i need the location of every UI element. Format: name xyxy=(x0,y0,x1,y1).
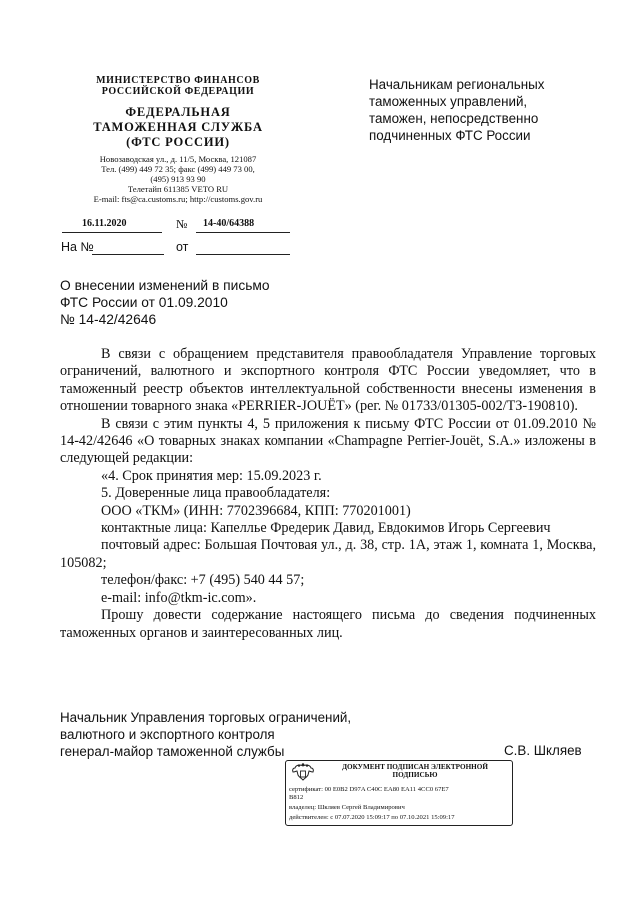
electronic-signature-stamp xyxy=(285,760,513,826)
contact-teletype: Телетайп 611385 VETO RU xyxy=(127,184,229,194)
service-name-line3: (ФТС РОССИИ) xyxy=(126,135,230,149)
contact-address: Новозаводская ул., д. 11/5, Москва, 121087 xyxy=(99,154,257,164)
subject-line: № 14-42/42646 xyxy=(60,312,157,327)
stamp-owner: владелец: Шкляев Сергей Владимирович xyxy=(289,804,405,811)
contact-phone-extra: (495) 913 93 90 xyxy=(150,174,206,184)
number-underline xyxy=(196,232,290,233)
reference-from-label: от xyxy=(176,240,189,254)
ministry-name-line2: РОССИЙСКОЙ ФЕДЕРАЦИИ xyxy=(101,86,255,97)
addressee-line: Начальникам региональных xyxy=(369,77,545,92)
reference-underline xyxy=(92,254,164,255)
service-name-line1: ФЕДЕРАЛЬНАЯ xyxy=(125,105,231,119)
contact-email: E-mail: fts@ca.customs.ru; http://customs.gov.ru xyxy=(93,194,263,204)
stamp-certificate: сертификат: 00 E0B2 D97A C40C EA80 EA11 4CC0 67E7 xyxy=(289,786,449,793)
stamp-certificate-continued: B812 xyxy=(289,794,304,801)
body-paragraph: В связи с обращением представителя правообладателя Управление торговых ограничений, валютного и экспортного контроля ФТС России уведомляет, что в таможенный реестр объектов интеллектуальной собственности внесены изменения в отношении товарного знака «PERRIER-JOUËT» (рег. № 01733/01305-002/ТЗ-190810). xyxy=(60,346,596,415)
body-paragraph: 5. Доверенные лица правообладателя: xyxy=(101,485,331,502)
body-paragraph: «4. Срок принятия мер: 15.09.2023 г. xyxy=(101,467,322,484)
stamp-title xyxy=(320,763,510,779)
reference-date-underline xyxy=(196,254,290,255)
body-paragraph: Прошу довести содержание настоящего письма до сведения подчиненных таможенных органов и заинтересованных лиц. xyxy=(60,607,596,641)
document-date: 16.11.2020 xyxy=(82,218,127,229)
document-number: 14-40/64388 xyxy=(203,218,255,229)
letter-body xyxy=(60,346,596,642)
service-name-line2: ТАМОЖЕННАЯ СЛУЖБА xyxy=(93,120,263,134)
body-paragraph: контактные лица: Капеллье Фредерик Давид, Евдокимов Игорь Сергеевич xyxy=(101,520,551,537)
position-line: Начальник Управления торговых ограничений, xyxy=(60,710,352,725)
body-paragraph: телефон/факс: +7 (495) 540 44 57; xyxy=(101,572,305,589)
stamp-validity: действителен: с 07.07.2020 15:09:17 по 07.10.2021 15:09:17 xyxy=(289,814,455,821)
body-paragraph: В связи с этим пункты 4, 5 приложения к письму ФТС России от 01.09.2010 № 14-42/42646 «О товарных знаках компании «Champagne Perrier-Jouët, S.A.» изложены в следующей редакции: xyxy=(60,415,596,467)
body-paragraph: ООО «ТКМ» (ИНН: 7702396684, КПП: 770201001) xyxy=(101,502,411,519)
number-sign: № xyxy=(176,217,188,231)
stamp-title-line: ДОКУМЕНТ ПОДПИСАН ЭЛЕКТРОННОЙ xyxy=(342,763,488,771)
position-line: генерал-майор таможенной службы xyxy=(60,744,285,759)
contact-phones: Тел. (499) 449 72 35; факс (499) 449 73 00, xyxy=(101,164,255,174)
addressee xyxy=(369,76,609,144)
stamp-title-line: ПОДПИСЬЮ xyxy=(392,771,438,779)
ministry-name-line1: МИНИСТЕРСТВО ФИНАНСОВ xyxy=(96,75,260,86)
letter-subject xyxy=(60,277,270,328)
subject-line: О внесении изменений в письмо xyxy=(60,278,270,293)
addressee-line: подчиненных ФТС России xyxy=(369,128,531,143)
addressee-line: таможенных управлений, xyxy=(369,94,528,109)
signatory-name: С.В. Шкляев xyxy=(504,743,582,758)
date-underline xyxy=(62,232,162,233)
position-line: валютного и экспортного контроля xyxy=(60,727,275,742)
subject-line: ФТС России от 01.09.2010 xyxy=(60,295,228,310)
reference-label: На № xyxy=(61,240,94,254)
body-paragraph: e-mail: info@tkm-ic.com». xyxy=(101,589,257,606)
addressee-line: таможен, непосредственно xyxy=(369,111,539,126)
signatory-position xyxy=(60,709,351,760)
body-paragraph: почтовый адрес: Большая Почтовая ул., д. 38, стр. 1А, этаж 1, комната 1, Москва, 105082; xyxy=(60,537,596,571)
coat-of-arms-icon xyxy=(290,763,316,783)
